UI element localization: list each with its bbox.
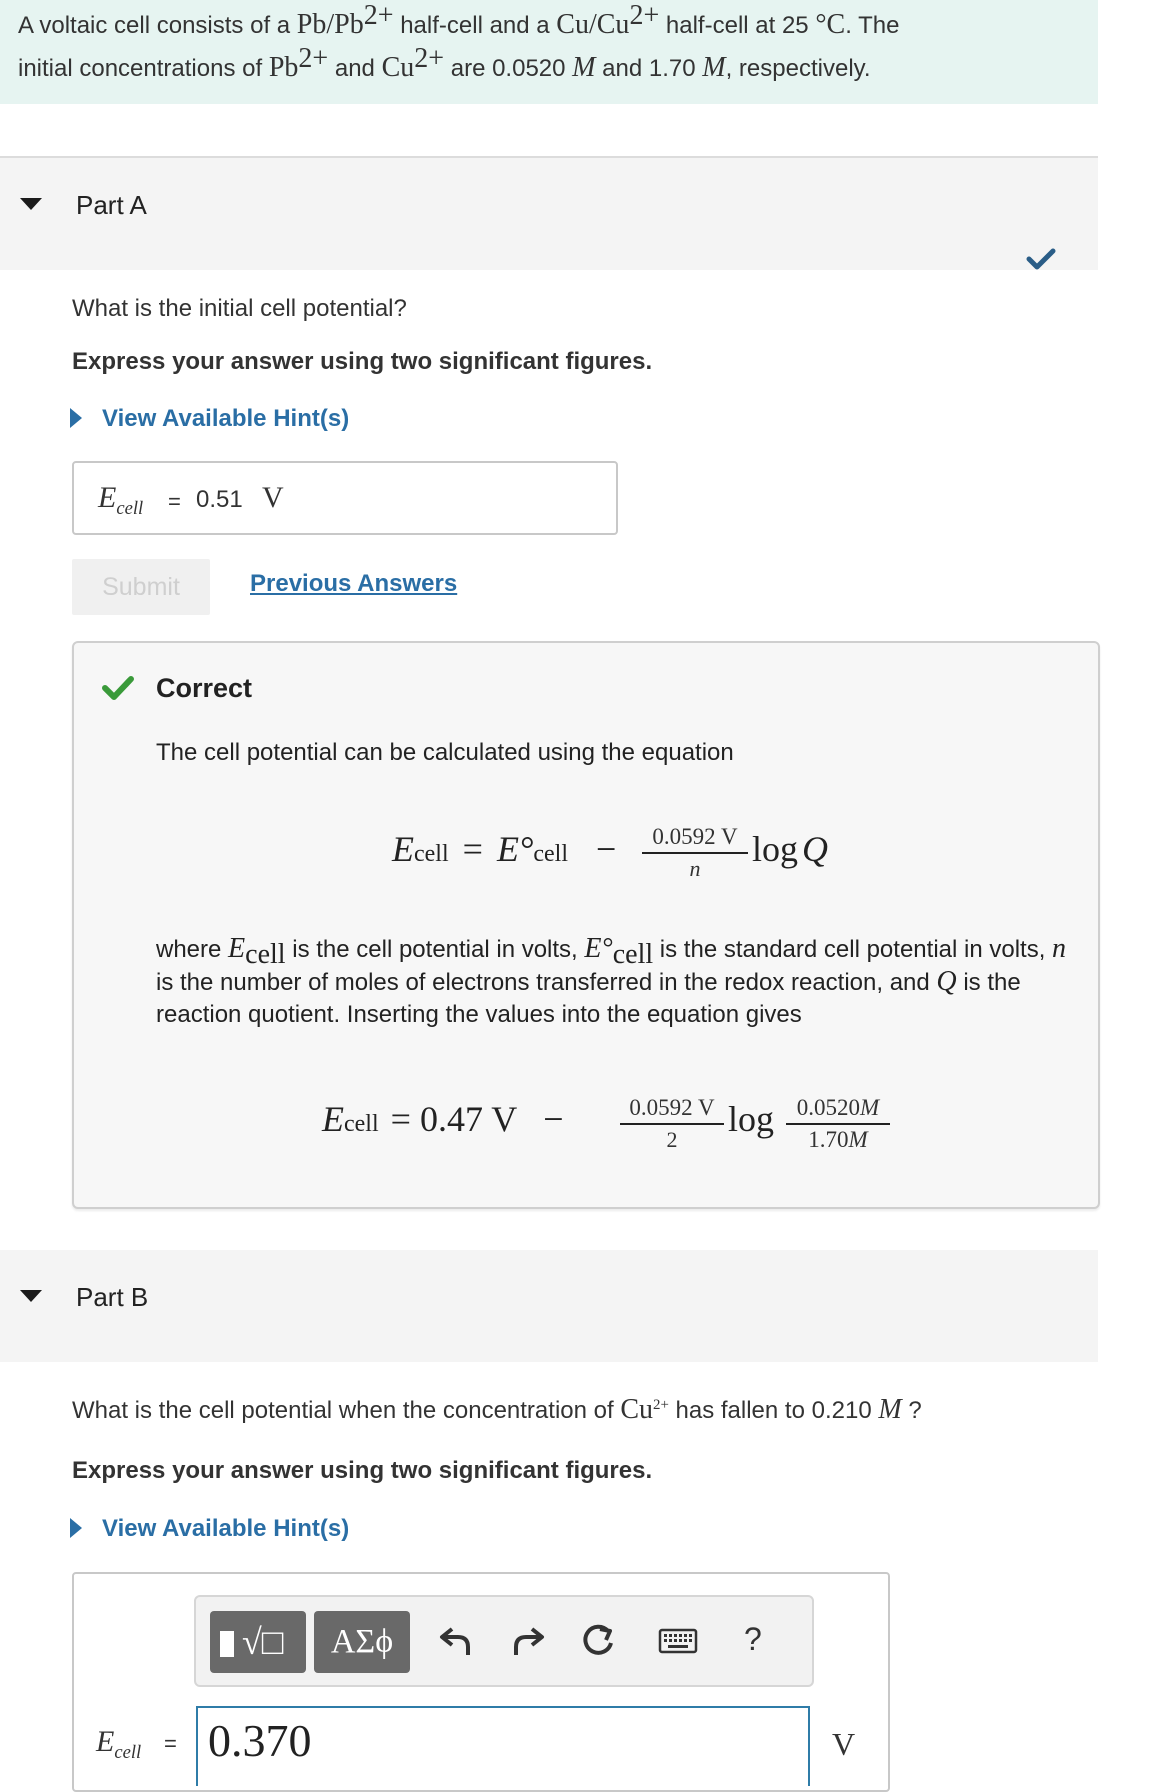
feedback-explanation: where $E_{cell}$ is the cell potential in volts, $E^\circ_{cell}$ is the standard cell potential in volts, n is the number of moles of electrons transferred in the redox reaction, and Q is the reaction quotient. Inserting the values into the equation gives <box>156 933 1067 1028</box>
part-b-title: Part B <box>76 1282 149 1312</box>
feedback-title: Correct <box>156 673 253 703</box>
collapse-triangle-icon[interactable] <box>20 198 42 210</box>
part-a-header[interactable] <box>0 158 1098 270</box>
part-a-title: Part A <box>76 190 147 220</box>
submit-button[interactable]: Submit <box>72 559 210 615</box>
part-a-hint-toggle[interactable]: View Available Hint(s) <box>70 405 349 433</box>
undo-icon[interactable] <box>438 1623 474 1659</box>
templates-button[interactable]: √□ <box>210 1611 306 1673</box>
feedback-box <box>72 641 1100 1209</box>
help-button[interactable]: ? <box>744 1621 762 1657</box>
keyboard-icon[interactable] <box>658 1627 698 1657</box>
part-a-question: What is the initial cell potential? <box>72 295 407 322</box>
substituted-fraction: 0.0592 V 2 <box>620 1095 724 1153</box>
part-b-question: What is the cell potential when the concentration of $Cu^{2+}$ has fallen to 0.210 M ? <box>72 1394 922 1425</box>
reset-icon[interactable] <box>578 1621 618 1661</box>
completed-check-icon <box>1026 248 1056 270</box>
part-b-answer-input[interactable]: 0.370 <box>196 1706 810 1786</box>
equals-sign: = <box>168 489 181 514</box>
log-q: log Q <box>752 829 829 869</box>
part-b-header[interactable] <box>0 1250 1098 1362</box>
part-b-instruction: Express your answer using two significant figures. <box>72 1457 653 1484</box>
answer-value: 0.51 <box>196 486 243 513</box>
quotient-fraction: 0.0520M 1.70M <box>786 1095 890 1153</box>
expand-arrow-icon <box>70 1518 82 1538</box>
part-a-answer <box>72 461 618 535</box>
previous-answers-link[interactable]: Previous Answers <box>250 570 458 597</box>
answer-label: $E_{cell}$ <box>98 481 144 519</box>
part-b-answer-unit: V <box>832 1726 856 1762</box>
greek-symbols-button[interactable]: ΑΣϕ <box>314 1611 410 1673</box>
collapse-triangle-icon[interactable] <box>20 1290 42 1302</box>
equals-sign: = <box>164 1731 177 1756</box>
redo-icon[interactable] <box>510 1623 546 1659</box>
expand-arrow-icon <box>70 408 82 428</box>
log-word: log <box>728 1099 775 1139</box>
nernst-fraction: 0.0592 V n <box>642 824 748 882</box>
part-b-hint-toggle[interactable]: View Available Hint(s) <box>70 1515 349 1543</box>
math-toolbar <box>194 1595 814 1687</box>
problem-text: A voltaic cell consists of a $Pb/Pb^{2+}$ half-cell and a $Cu/Cu^{2+}$ half-cell at 25 °C. The initial concentrations of $Pb^{2+}$ and $Cu^{2+}$ are 0.0520 M and 1.70 M, respectively. <box>18 0 900 83</box>
substituted-equation: Ecell = 0.47 V − <box>322 1099 564 1139</box>
feedback-intro: The cell potential can be calculated using the equation <box>156 739 734 766</box>
part-b-answer-label: $E_{cell}$ <box>96 1725 142 1763</box>
problem-statement <box>0 0 1098 104</box>
nernst-equation: Ecell = E°cell − <box>392 829 617 869</box>
answer-unit: V <box>262 481 284 514</box>
part-a-instruction: Express your answer using two significant figures. <box>72 348 653 375</box>
correct-check-icon <box>102 675 134 701</box>
